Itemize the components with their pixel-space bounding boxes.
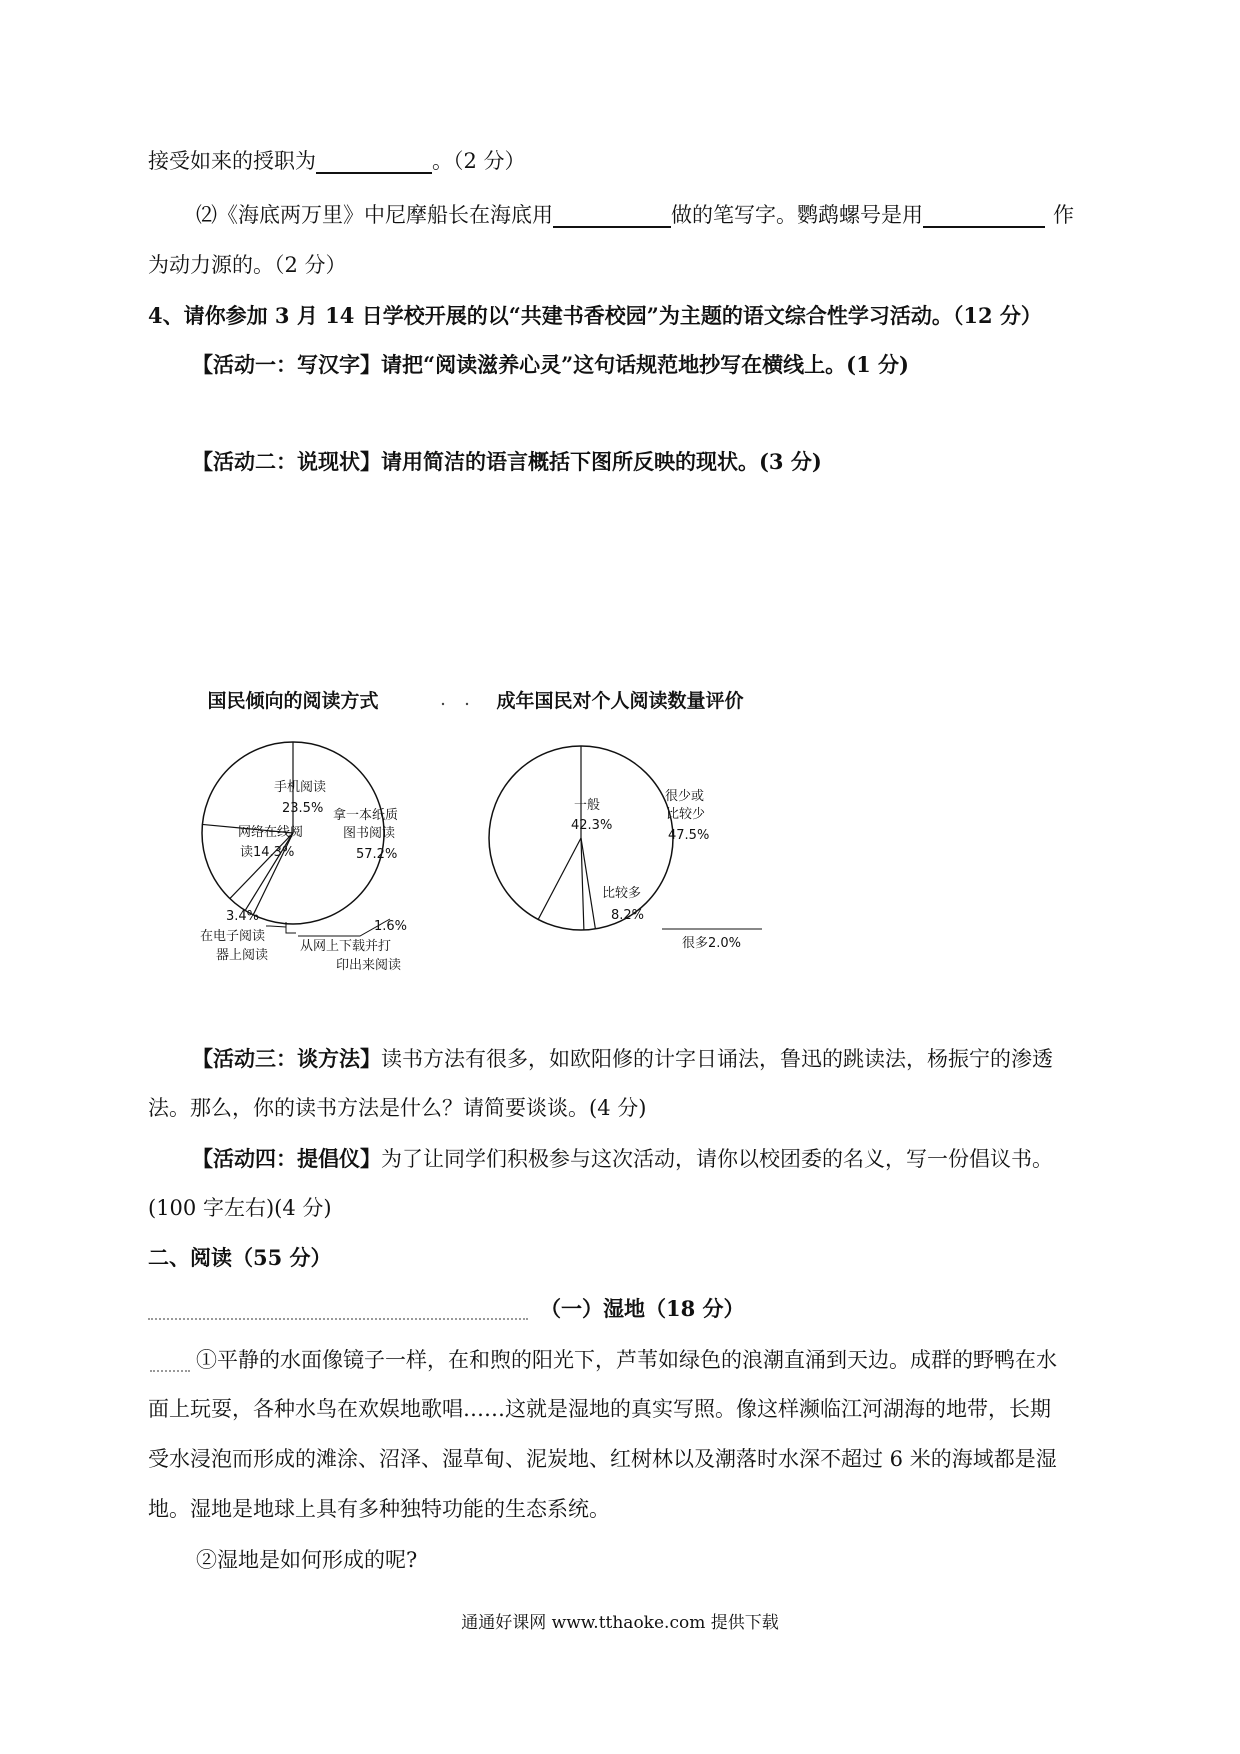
activity-four-label: 【活动四：提倡仪】 [192,1146,381,1171]
chart2-title: 成年国民对个人阅读数量评价 [496,690,744,712]
activity-one: 【活动一：写汉字】请把“阅读滋养心灵”这句话规范地抄写在横线上。(1 分) [192,352,909,377]
section-two-title: 二、阅读（55 分） [148,1245,332,1270]
activity-four-text: 为了让同学们积极参与这次活动，请你以校团委的名义，写一份倡议书。 [381,1147,1053,1171]
chart1-label-paper-value: 57.2% [356,847,398,862]
activity-four-cont: (100 字左右)(4 分) [148,1196,332,1220]
chart1-dots [442,703,468,705]
chart1-label-ereader-2: 器上阅读 [216,948,269,963]
chart1-label-paper-1: 拿一本纸质 [333,808,399,823]
q3-line1-suffix: 。（2 分） [432,149,526,173]
passage-p1-line4: 地。湿地是地球上具有多种独特功能的生态系统。 [148,1497,610,1521]
chart2-label-many: 很多2.0% [682,936,742,951]
q3-line1-prefix: 接受如来的授职为 [148,149,316,173]
q3-line2-suffix: 作 [1053,203,1074,227]
activity-two: 【活动二：说现状】请用简洁的语言概括下图所反映的现状。(3 分) [192,449,822,474]
chart2-label-average: 一般 [574,798,601,813]
chart1-label-print-value: 1.6% [374,919,408,934]
chart1-label-ereader-value: 3.4% [226,909,260,924]
chart1-label-online-2: 读14.3% [240,845,295,860]
q3-line2-prefix: ⑵《海底两万里》中尼摩船长在海底用 [196,203,553,227]
indent-dots [150,1368,190,1372]
chart2-label-more-value: 8.2% [611,908,645,923]
chart2-label-more: 比较多 [602,886,642,901]
chart1-label-print-2: 印出来阅读 [336,958,402,973]
chart1-label-print-1: 从网上下载并打 [300,939,392,954]
activity-three-label: 【活动三：谈方法】 [192,1046,381,1071]
chart1-label-online-1: 网络在线阅 [238,825,304,840]
activity-four [192,1144,1053,1174]
chart1-label-mobile-value: 23.5% [282,801,324,816]
chart1-title: 国民倾向的阅读方式 [207,690,379,712]
passage-p1-line2: 面上玩耍，各种水鸟在欢娱地歌唱……这就是湿地的真实写照。像这样濒临江河湖海的地带，长期 [148,1397,1051,1421]
answer-blank-1[interactable] [316,150,432,174]
q3-line2-mid: 做的笔写字。鹦鹉螺号是用 [671,203,923,227]
chart2-label-average-value: 42.3% [571,818,613,833]
answer-blank-3[interactable] [923,204,1045,228]
footer-watermark: 通通好课网 www.tthaoke.com 提供下载 [461,1613,779,1633]
answer-blank-2[interactable] [553,204,671,228]
passage-title: （一）湿地（18 分） [540,1296,745,1321]
chart2-label-few-1: 很少或 [665,789,705,804]
activity-three [192,1044,1053,1074]
passage-p1-line1: ①平静的水面像镜子一样，在和煦的阳光下，芦苇如绿色的浪潮直涌到天边。成群的野鸭在水 [196,1348,1057,1372]
dotted-leader [148,1316,528,1320]
q3-line2 [196,200,1074,230]
passage-p1-line3: 受水浸泡而形成的滩涂、沼泽、湿草甸、泥炭地、红树林以及潮落时水深不超过 6 米的海域都是湿 [148,1447,1057,1471]
q3-line3: 为动力源的。（2 分） [148,253,347,277]
pie-chart-2 [489,746,673,930]
chart2-label-few-value: 47.5% [668,828,710,843]
activity-three-text: 读书方法有很多，如欧阳修的计字日诵法，鲁迅的跳读法，杨振宁的渗透 [381,1047,1053,1071]
passage-p2: ②湿地是如何形成的呢? [196,1548,418,1572]
chart1-label-paper-2: 图书阅读 [343,826,396,841]
activity-three-cont: 法。那么，你的读书方法是什么？请简要谈谈。(4 分) [148,1096,647,1120]
pie-charts-figure [190,683,890,973]
chart1-label-ereader-1: 在电子阅读 [200,929,266,944]
q3-line1 [148,146,526,176]
chart2-label-few-2: 比较少 [666,807,706,822]
q4-title: 4、请你参加 3 月 14 日学校开展的以“共建书香校园”为主题的语文综合性学习活动。（12 分） [148,303,1042,328]
chart1-label-mobile: 手机阅读 [274,780,327,795]
